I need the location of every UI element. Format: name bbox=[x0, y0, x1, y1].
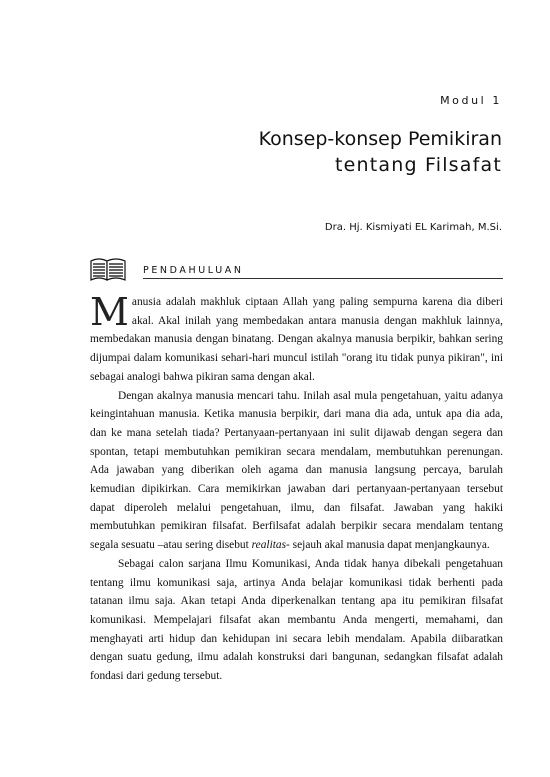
section-header bbox=[90, 258, 503, 282]
module-label: Modul 1 bbox=[440, 94, 502, 107]
title-line-1: Konsep-konsep Pemikiran bbox=[258, 128, 502, 150]
paragraph-1 bbox=[90, 290, 503, 387]
section-title: PENDAHULUAN bbox=[143, 265, 244, 276]
paragraph-1-text: anusia adalah makhluk ciptaan Allah yang paling sempurna karena dia diberi akal. Akal inilah yang membedakan antara manusia dengan makhluk lainnya, membedakan manusia dengan binatang. Dengan akalnya manusia berpikir, bahkan sering dijumpai dalam komunikasi sehari-hari muncul istilah "orang itu tidak punya pikiran", ini sebagai analogi bahwa pikiran sama dengan akal. bbox=[90, 296, 503, 383]
title-line-2: tentang Filsafat bbox=[334, 154, 502, 176]
paragraph-2-italic: realitas bbox=[251, 539, 287, 552]
book-icon bbox=[90, 258, 126, 282]
paragraph-3: Sebagai calon sarjana Ilmu Komunikasi, Anda tidak hanya dibekali pengetahuan tentang ilmu komunikasi saja, artinya Anda belajar komunikasi tidak berhenti pada tatanan ilmu saja. Akan tetapi Anda diperkenalkan tentang apa itu pemikiran filsafat komunikasi. Mempelajari filsafat akan membantu Anda mengerti, memahami, dan menghayati arti hidup dan kehidupan ini secara lebih mendalam. Apabila diibaratkan dengan suatu gedung, ilmu adalah konstruksi dari bangunan, sedangkan filsafat adalah fondasi dari gedung tersebut. bbox=[90, 557, 503, 683]
paragraph-2 bbox=[90, 387, 503, 555]
section-rule bbox=[143, 278, 503, 279]
module-title bbox=[259, 126, 502, 178]
paragraph-2-tail: - sejauh akal manusia dapat menjangkaunya. bbox=[286, 539, 490, 552]
author-name: Dra. Hj. Kismiyati EL Karimah, M.Si. bbox=[324, 222, 502, 233]
drop-cap: M bbox=[90, 290, 129, 334]
body-text bbox=[90, 290, 503, 686]
paragraph-2-text: Dengan akalnya manusia mencari tahu. Inilah asal mula pengetahuan, yaitu adanya keingintahuan manusia. Ketika manusia berpikir, dari mana dia ada, untuk apa dia ada, dan ke mana setelah tiada? Pertanyaan-pertanyaan ini sulit dijawab dengan segera dan spontan, tetapi membutuhkan pemikiran secara mendalam, membutuhkan perenungan. Ada jawaban yang diberikan oleh agama dan manusia langsung percaya, barulah kemudian dipikirkan. Cara memikirkan jawaban dari pertanyaan-pertanyaan tersebut dapat diperoleh melalui pengetahuan, ilmu, dan filsafat. Jawaban yang hakiki membutuhkan pemikiran filsafat. Berfilsafat adalah berpikir secara mendalam tentang segala sesuatu –atau sering disebut bbox=[90, 389, 503, 552]
